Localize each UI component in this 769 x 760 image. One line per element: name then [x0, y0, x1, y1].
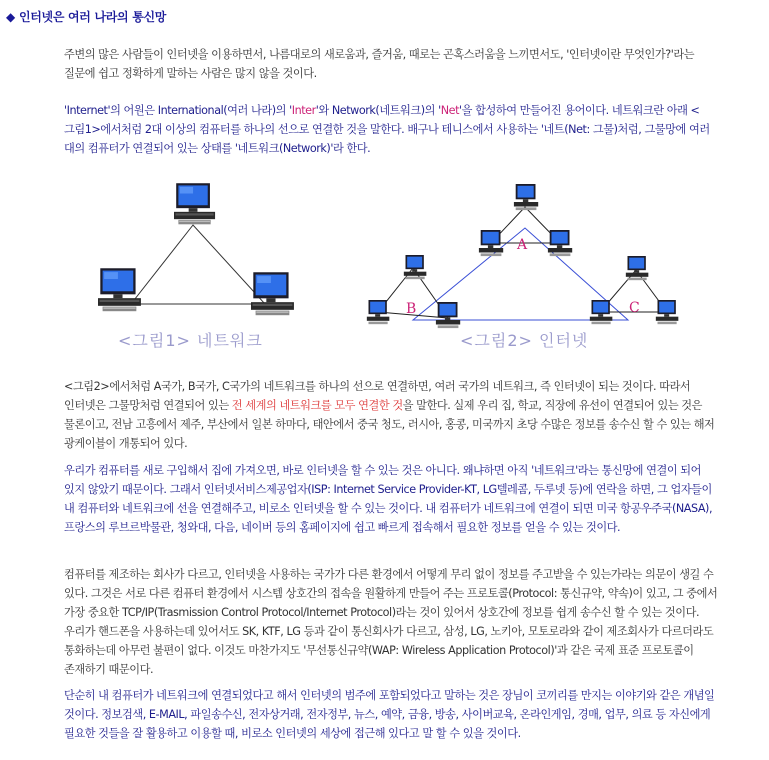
figure2-caption: <그림2> 인터넷	[460, 331, 589, 350]
computer-icon	[656, 300, 679, 324]
definition-text-2: 을 말한다. 실제 우리 집, 학교, 직장에 유선이 연결되어 있는 것은 물론이고, 전남 고흥에서 제주, 부산에서 일본 하마다, 태안에서 중국 청도, 러시아, 홍콩, 미국까지 초당 수많은 정보를 송수신 할 수 있는 해저 광케이블이 개통되어 있다.	[64, 399, 715, 450]
conclusion-paragraph: 단순히 내 컴퓨터가 네트워크에 연결되었다고 해서 인터넷의 범주에 포함되었다고 말하는 것은 장님이 코끼리를 만지는 이야기와 같은 개념일 것이다. 정보검색, E-MAIL, 파일송수신, 전자상거래, 전자정부, 뉴스, 예약, 금융, 방송, 사이버교육, 온라인게임, 경매, 업무, 의료 등 자신에게 필요한 것들을 잘 활용하고 이용할 때, 비로소 인터넷의 세상에 접근해 있다고 말 할 수 있을 것이다.	[64, 689, 715, 740]
figure2-internet	[367, 184, 678, 350]
network-label-a: A	[517, 237, 528, 253]
network-label-c: C	[629, 300, 640, 316]
computer-icon	[404, 255, 427, 279]
computer-icon	[367, 300, 390, 324]
diamond-icon: ◆	[6, 10, 15, 24]
computer-icon	[590, 300, 613, 324]
net-highlight: Net	[440, 104, 460, 117]
page-title-text: 인터넷은 여러 나라의 통신망	[18, 10, 167, 24]
origin-text-3: '을 합성하여 만들어진 용어이다. 네트워크란 아래 <그림1>에서처럼 2대 이상의 컴퓨터를 하나의 선으로 연결한 것을 말한다. 배구나 테니스에서 사용하는 '네트(Net: 그물)처럼, 그물망에 여러 대의 컴퓨터가 연결되어 있는 상태를 '네트워크(Network)'라 한다.	[64, 104, 710, 155]
figure1-caption: <그림1> 네트워크	[118, 331, 263, 350]
origin-text-1: 'Internet'의 어원은 International(여러 나라)의 '	[64, 104, 292, 117]
computer-icon	[479, 230, 503, 256]
definition-text-1: <그림2>에서처럼 A국가, B국가, C국가의 네트워크를 하나의 선으로 연결하면, 여러 국가의 네트워크, 즉 인터넷이 되는 것이다. 따라서 인터넷은 그물망처럼 연결되어 있는	[64, 380, 691, 412]
computer-icon	[436, 302, 460, 328]
computer-icon	[548, 230, 572, 256]
definition-highlight: 전 세계의 네트워크를 모두 연결한 것	[231, 399, 403, 412]
origin-text-2: '와 Network(네트워크)의 '	[315, 104, 441, 117]
computer-icon	[98, 268, 141, 311]
computer-icon	[514, 184, 538, 210]
internet-definition-paragraph	[64, 377, 718, 453]
computer-icon	[251, 272, 294, 315]
isp-paragraph: 우리가 컴퓨터를 새로 구입해서 집에 가져오면, 바로 인터넷을 할 수 있는 것은 아니다. 왜냐하면 아직 '네트워크'라는 통신망에 연결이 되어 있지 않았기 때문이다. 그래서 인터넷서비스제공업자(ISP: Internet Service Provider-KT, LG텔레콤, 두루넷 등)에 연락을 하면, 그 업자들이 내 컴퓨터와 네트워크에 선을 연결해주고, 비로소 인터넷을 할 수 있는 것이다. 내 컴퓨터가 네트워크에 연결이 되면 미국 항공우주국(NASA), 프랑스의 루브르박물관, 청와대, 다음, 네이버 등의 홈페이지에 쉽고 빠르게 접속해서 필요한 정보를 얻을 수 있는 것이다.	[64, 464, 713, 534]
intro-paragraph: 주변의 많은 사람들이 인터넷을 이용하면서, 나름대로의 새로움과, 즐거움, 때로는 곤혹스러움을 느끼면서도, '인터넷이란 무엇인가?'라는 질문에 쉽고 정확하게 말하는 사람은 많지 않을 것이다.	[64, 48, 695, 80]
network-label-b: B	[406, 301, 417, 317]
computer-icon	[626, 256, 649, 280]
computer-icon	[174, 183, 215, 224]
figure1-network	[98, 183, 294, 350]
protocol-paragraph: 컴퓨터를 제조하는 회사가 다르고, 인터넷을 사용하는 국가가 다른 환경에서 어떻게 무리 없이 정보를 주고받을 수 있는가라는 의문이 생길 수 있다. 그것은 서로 다른 컴퓨터 환경에서 시스템 상호간의 접속을 원활하게 만들어 주는 프로토콜(Protocol: 통신규약, 약속)이 있고, 그 중에서 가장 중요한 TCP/IP(Trasmission Control Protocol/Internet Protocol)라는 것이 있어서 상호간에 정보를 쉽게 송수신 할 수 있는 것이다. 우리가 핸드폰을 사용하는데 있어서도 SK, KTF, LG 등과 같이 통신회사가 다르고, 삼성, LG, 노키아, 모토로라와 같이 제조회사가 다르더라도 통화하는데 아무런 불편이 없다. 이것도 마찬가지도 '무선통신규약(WAP: Wireless Application Protocol)'과 같은 국제 표준 프로토콜이 존재하기 때문이다.	[64, 568, 718, 676]
inter-highlight: Inter	[291, 104, 316, 117]
